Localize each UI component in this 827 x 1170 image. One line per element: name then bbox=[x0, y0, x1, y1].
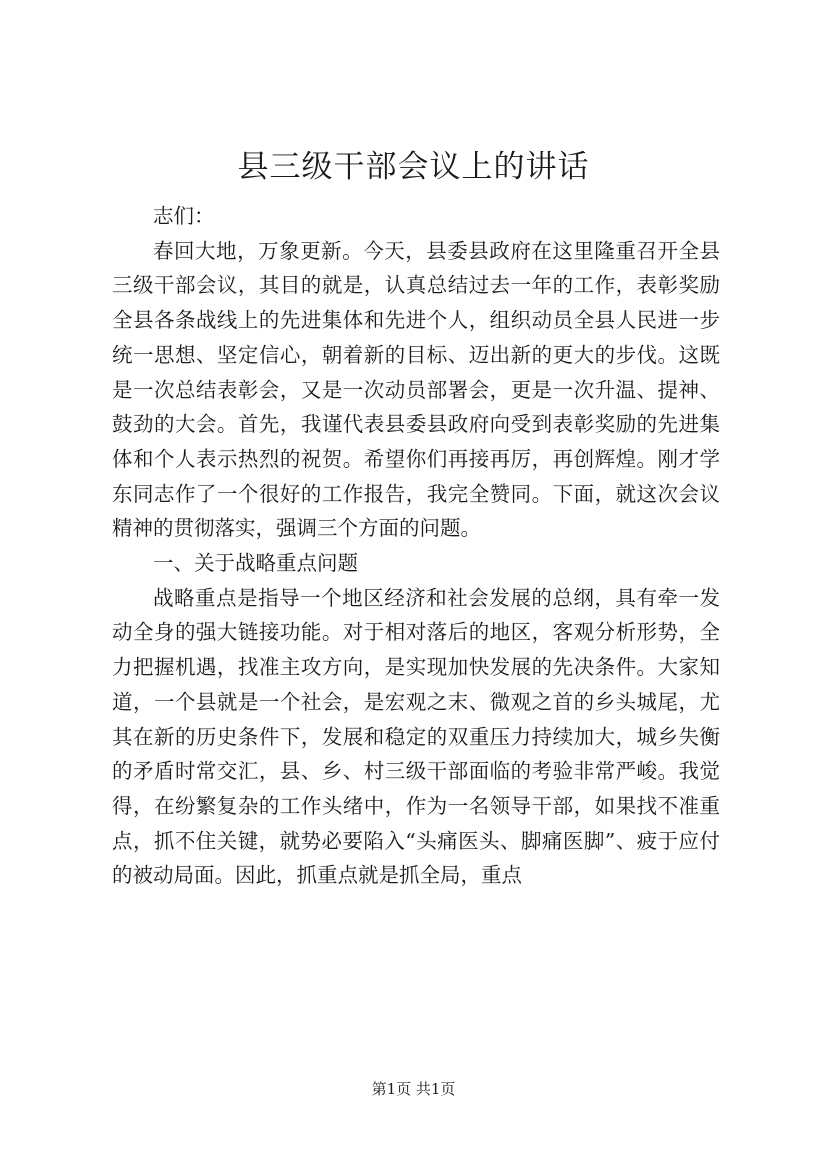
body-paragraph: 春回大地，万象更新。今天，县委县政府在这里隆重召开全县三级干部会议，其目的就是，认真总结过去一年的工作，表彰奖励全县各条战线上的先进集体和先进个人，组织动员全县人民进一步统一思想、坚定信心，朝着新的目标、迈出新的更大的步伐。这既是一次总结表彰会，又是一次动员部署会，更是一次升温、提神、鼓劲的大会。首先，我谨代表县委县政府向受到表彰奖励的先进集体和个人表示热烈的祝贺。希望你们再接再厉，再创辉煌。刚才学东同志作了一个很好的工作报告，我完全赞同。下面，就这次会议精神的贯彻落实，强调三个方面的问题。 bbox=[112, 238, 720, 541]
section-heading: 一、关于战略重点问题 bbox=[153, 551, 358, 576]
document-title: 县三级干部会议上的讲话 bbox=[237, 149, 590, 185]
document-body bbox=[112, 199, 720, 893]
page-number-footer: 第1页 共1页 bbox=[371, 1080, 456, 1098]
body-paragraph: 战略重点是指导一个地区经济和社会发展的总纲，具有牵一发动全身的强大链接功能。对于相对落后的地区，客观分析形势，全力把握机遇，找准主攻方向，是实现加快发展的先决条件。大家知道，一个县就是一个社会，是宏观之末、微观之首的乡头城尾，尤其在新的历史条件下，发展和稳定的双重压力持续加大，城乡失衡的矛盾时常交汇，县、乡、村三级干部面临的考验非常严峻。我觉得，在纷繁复杂的工作头绪中，作为一名领导干部，如果找不准重点，抓不住关键，就势必要陷入“头痛医头、脚痛医脚”、疲于应付的被动局面。因此，抓重点就是抓全局，重点 bbox=[112, 585, 720, 888]
salutation-paragraph: 志们： bbox=[153, 204, 215, 228]
